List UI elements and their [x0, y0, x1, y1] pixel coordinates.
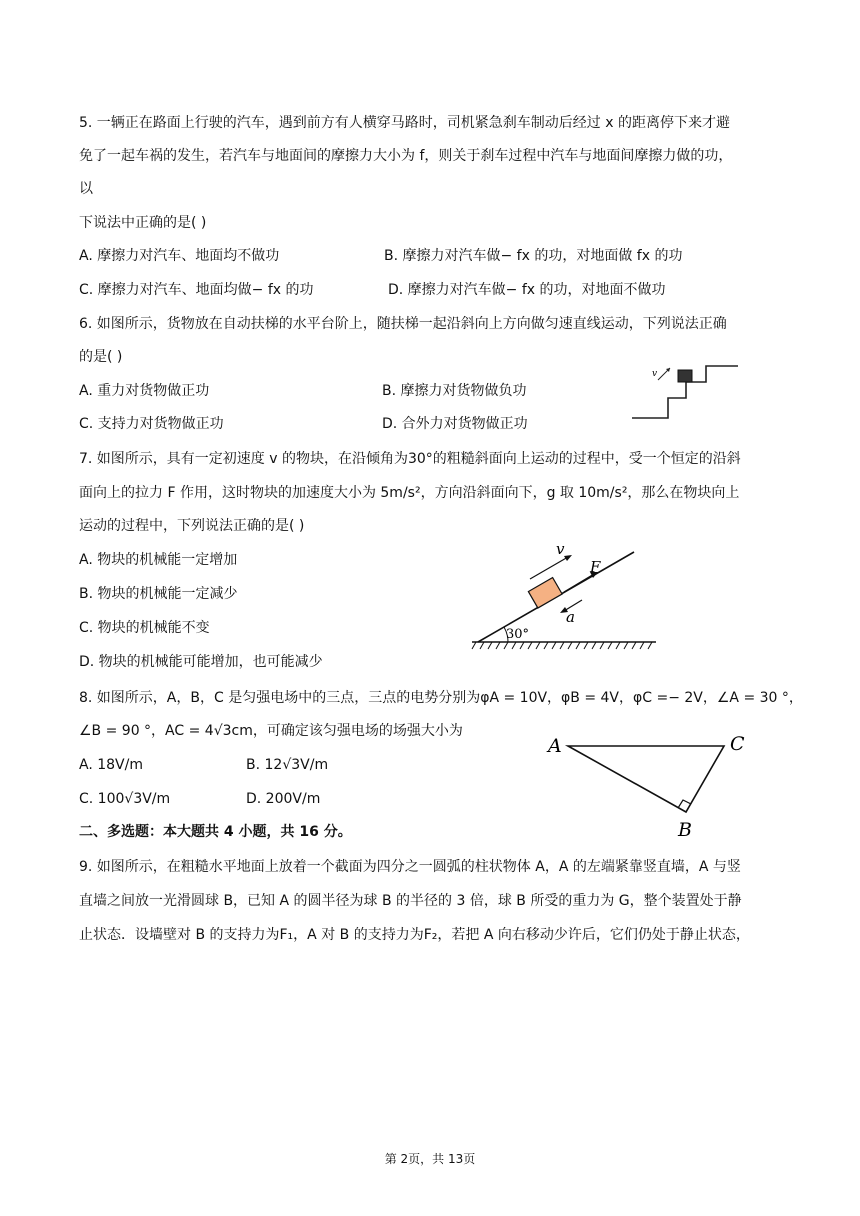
- velocity-label: v: [652, 369, 658, 379]
- q8-line1: 8. 如图所示，A，B，C 是匀强电场中的三点，三点的电势分别为φA = 10V，φB = 4V，φC =− 2V，∠A = 30 °，: [79, 690, 803, 706]
- incline-figure: [468, 538, 660, 656]
- q7-option-c: C. 物块的机械能不变: [79, 620, 210, 636]
- q6-option-a: A. 重力对货物做正功: [79, 383, 210, 399]
- q7-line3: 运动的过程中，下列说法正确的是( ): [79, 518, 305, 534]
- angle-label: 30°: [506, 627, 530, 642]
- force-arrow: [564, 574, 594, 592]
- q7-line1: 7. 如图所示，具有一定初速度 v 的物块，在沿倾角为30°的粗糙斜面向上运动的过程中，受一个恒定的沿斜: [79, 451, 741, 467]
- q8-option-a: A. 18V/m: [79, 757, 143, 773]
- q5-option-c: C. 摩擦力对汽车、地面均做− fx 的功: [79, 282, 314, 298]
- block: [528, 578, 562, 608]
- q6-option-d: D. 合外力对货物做正功: [382, 416, 528, 432]
- acceleration-label: a: [566, 608, 575, 626]
- q7-option-a: A. 物块的机械能一定增加: [79, 552, 238, 568]
- q6-option-c: C. 支持力对货物做正功: [79, 416, 224, 432]
- q8-line2: ∠B = 90 °，AC = 4√3cm，可确定该匀强电场的场强大小为: [79, 723, 463, 739]
- q6-line2: 的是( ): [79, 349, 123, 365]
- q9-line3: 止状态．设墙壁对 B 的支持力为F₁，A 对 B 的支持力为F₂，若把 A 向右移动少许后，它们仍处于静止状态，: [79, 927, 750, 943]
- force-label: F: [590, 558, 601, 576]
- cargo-box: [678, 370, 692, 382]
- q7-line2: 面向上的拉力 F 作用，这时物块的加速度大小为 5m/s²，方向沿斜面向下，g 取 10m/s²，那么在物块向上: [79, 485, 740, 501]
- escalator-figure: [628, 358, 743, 422]
- vertex-a-label: A: [548, 735, 562, 757]
- triangle-figure: [540, 728, 760, 844]
- vertex-b-label: B: [678, 819, 692, 841]
- q5-line4: 下说法中正确的是( ): [79, 215, 207, 231]
- q5-line3: 以: [79, 181, 93, 197]
- q6-line1: 6. 如图所示，货物放在自动扶梯的水平台阶上，随扶梯一起沿斜向上方向做匀速直线运动，下列说法正确: [79, 316, 727, 332]
- velocity-arrow: [530, 557, 568, 579]
- q5-line1: 5. 一辆正在路面上行驶的汽车，遇到前方有人横穿马路时，司机紧急刹车制动后经过 x 的距离停下来才避: [79, 115, 730, 131]
- q5-line2: 免了一起车祸的发生，若汽车与地面间的摩擦力大小为 f，则关于刹车过程中汽车与地面间摩擦力做的功，: [79, 148, 733, 164]
- q8-option-c: C. 100√3V/m: [79, 791, 171, 807]
- q9-line2: 直墙之间放一光滑圆球 B，已知 A 的圆半径为球 B 的半径的 3 倍，球 B 所受的重力为 G，整个装置处于静: [79, 893, 742, 909]
- q7-option-d: D. 物块的机械能可能增加，也可能减少: [79, 654, 323, 670]
- q8-option-b: B. 12√3V/m: [246, 757, 329, 773]
- q8-option-d: D. 200V/m: [246, 791, 321, 807]
- section-heading: 二、多选题：本大题共 4 小题，共 16 分。: [79, 824, 352, 840]
- page-number: 第 2页，共 13页: [384, 1152, 476, 1166]
- vertex-c-label: C: [730, 733, 745, 755]
- q5-option-a: A. 摩擦力对汽车、地面均不做功: [79, 248, 280, 264]
- q9-line1: 9. 如图所示，在粗糙水平地面上放着一个截面为四分之一圆弧的柱状物体 A，A 的左端紧靠竖直墙，A 与竖: [79, 859, 741, 875]
- q5-option-d: D. 摩擦力对汽车做− fx 的功，对地面不做功: [388, 282, 666, 298]
- velocity-label: v: [556, 540, 565, 558]
- q7-option-b: B. 物块的机械能一定减少: [79, 586, 238, 602]
- q6-option-b: B. 摩擦力对货物做负功: [382, 383, 527, 399]
- q5-option-b: B. 摩擦力对汽车做− fx 的功，对地面做 fx 的功: [384, 248, 683, 264]
